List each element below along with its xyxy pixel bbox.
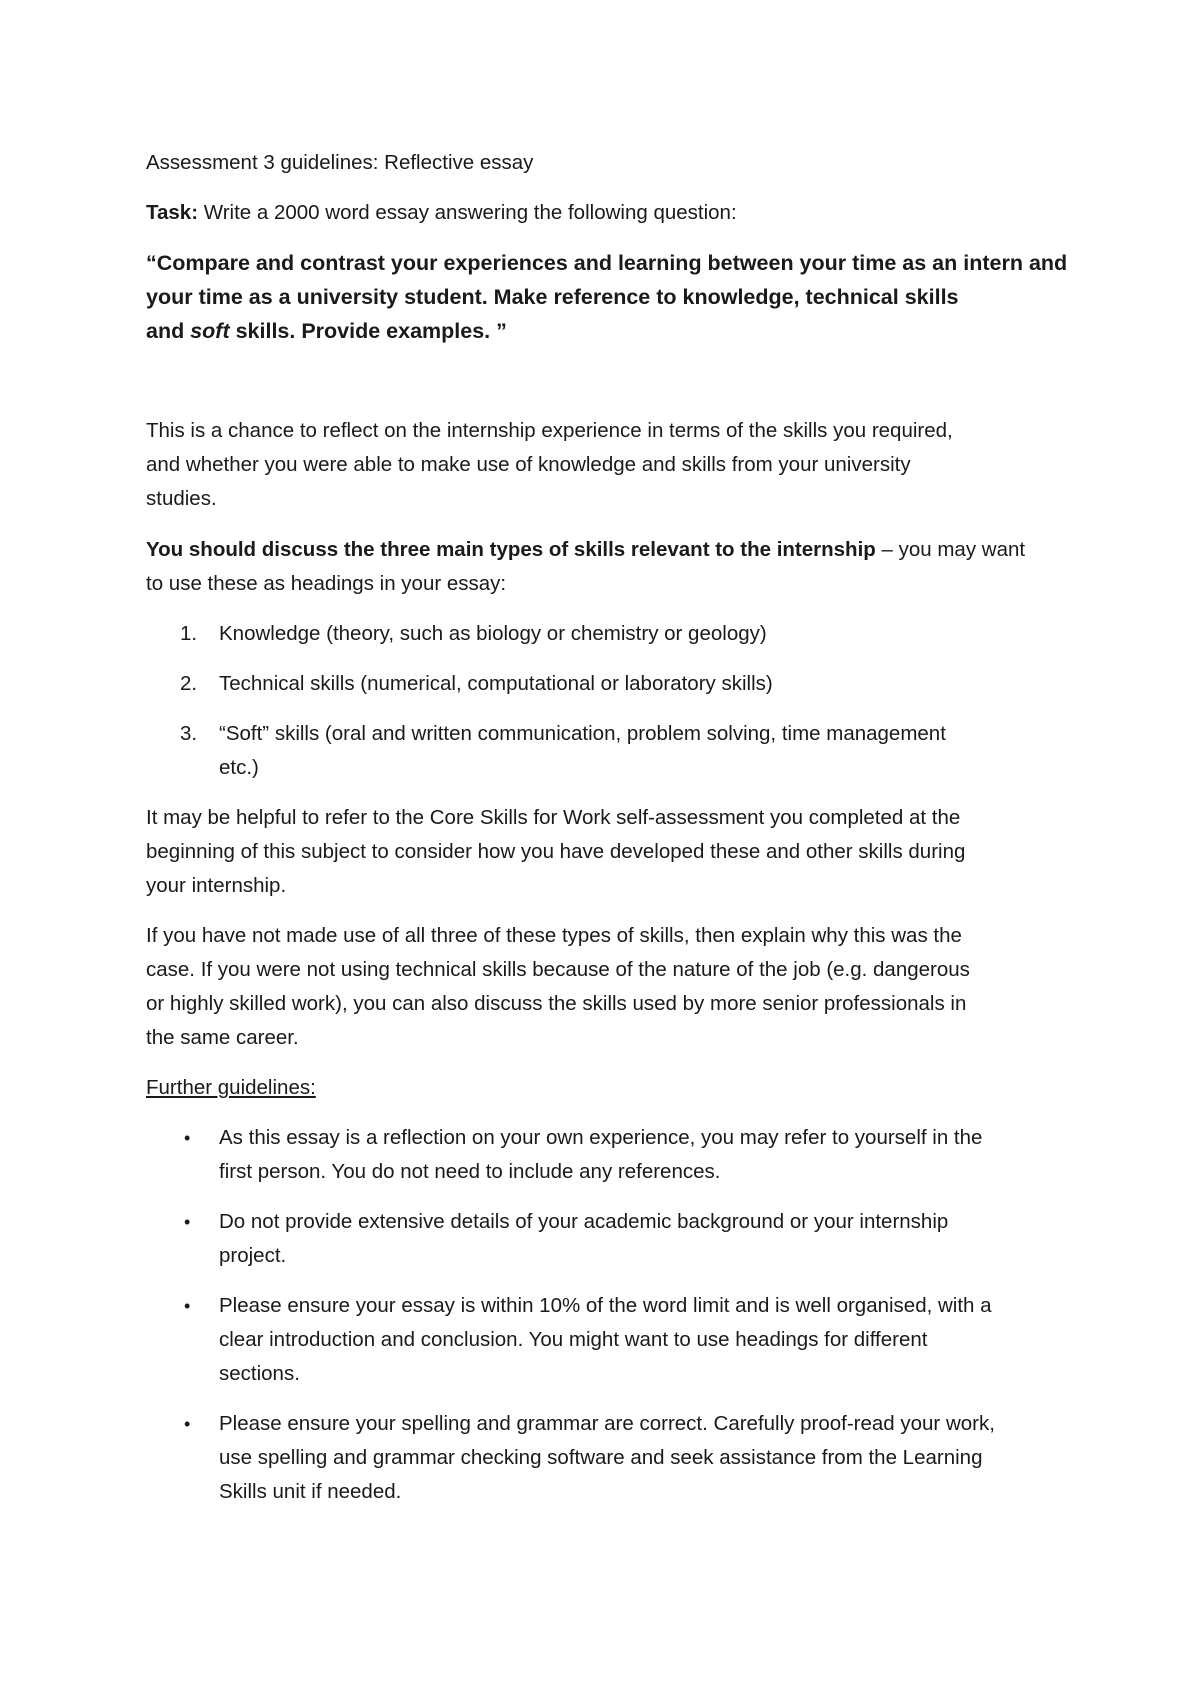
- question-line-3-post: skills. Provide examples. ”: [229, 319, 507, 343]
- discuss-line-1: [146, 533, 1025, 567]
- list-item-text: “Soft” skills (oral and written communication, problem solving, time management: [219, 722, 946, 745]
- list-number: 1.: [180, 622, 198, 645]
- question-line-3-pre: and: [146, 319, 191, 343]
- list-item-text: Please ensure your spelling and grammar are correct. Carefully proof-read your work,: [219, 1412, 995, 1435]
- not-used-line-2: case. If you were not using technical skills because of the nature of the job (e.g. dangerous: [146, 958, 970, 981]
- discuss-line-2: to use these as headings in your essay:: [146, 572, 507, 595]
- intro-line-1: This is a chance to reflect on the internship experience in terms of the skills you required,: [146, 419, 953, 442]
- question-line-2: your time as a university student. Make reference to knowledge, technical skills: [146, 285, 959, 309]
- bullet-icon: •: [184, 1212, 191, 1232]
- intro-line-2: and whether you were able to make use of knowledge and skills from your university: [146, 453, 911, 476]
- list-item-text: Skills unit if needed.: [219, 1480, 402, 1503]
- question-soft-emphasis: soft: [190, 319, 230, 343]
- not-used-line-3: or highly skilled work), you can also discuss the skills used by more senior professionals in: [146, 992, 967, 1015]
- discuss-rest: – you may want: [875, 538, 1026, 561]
- bullet-icon: •: [184, 1414, 191, 1434]
- question-line-1: “Compare and contrast your experiences and learning between your time as an intern and: [146, 251, 1068, 275]
- list-number: 3.: [180, 722, 198, 745]
- core-skills-line-2: beginning of this subject to consider how you have developed these and other skills during: [146, 840, 966, 863]
- list-item-text: first person. You do not need to include any references.: [219, 1160, 721, 1183]
- not-used-line-4: the same career.: [146, 1026, 299, 1049]
- task-line: [146, 196, 737, 230]
- task-text: Write a 2000 word essay answering the following question:: [198, 201, 737, 224]
- discuss-bold: You should discuss the three main types of skills relevant to the internship: [146, 538, 876, 561]
- list-item-text: As this essay is a reflection on your own experience, you may refer to yourself in the: [219, 1126, 983, 1149]
- list-number: 2.: [180, 672, 198, 695]
- list-item-text: project.: [219, 1244, 287, 1267]
- list-item-text: Knowledge (theory, such as biology or chemistry or geology): [219, 622, 767, 645]
- list-item-text: etc.): [219, 756, 259, 779]
- question-line-3: [146, 314, 507, 348]
- list-item-text: sections.: [219, 1362, 300, 1385]
- list-item-text: use spelling and grammar checking software and seek assistance from the Learning: [219, 1446, 983, 1469]
- not-used-line-1: If you have not made use of all three of these types of skills, then explain why this was the: [146, 924, 962, 947]
- list-item-text: Do not provide extensive details of your academic background or your internship: [219, 1210, 949, 1233]
- intro-line-3: studies.: [146, 487, 217, 510]
- list-item-text: Technical skills (numerical, computational or laboratory skills): [219, 672, 773, 695]
- list-item-text: Please ensure your essay is within 10% of the word limit and is well organised, with a: [219, 1294, 992, 1317]
- core-skills-line-3: your internship.: [146, 874, 287, 897]
- document-heading: Assessment 3 guidelines: Reflective essay: [146, 151, 534, 174]
- bullet-icon: •: [184, 1296, 191, 1316]
- list-item-text: clear introduction and conclusion. You might want to use headings for different: [219, 1328, 928, 1351]
- bullet-icon: •: [184, 1128, 191, 1148]
- core-skills-line-1: It may be helpful to refer to the Core Skills for Work self-assessment you completed at the: [146, 806, 961, 829]
- task-label: Task:: [146, 201, 199, 224]
- further-guidelines-heading: Further guidelines:: [146, 1076, 316, 1099]
